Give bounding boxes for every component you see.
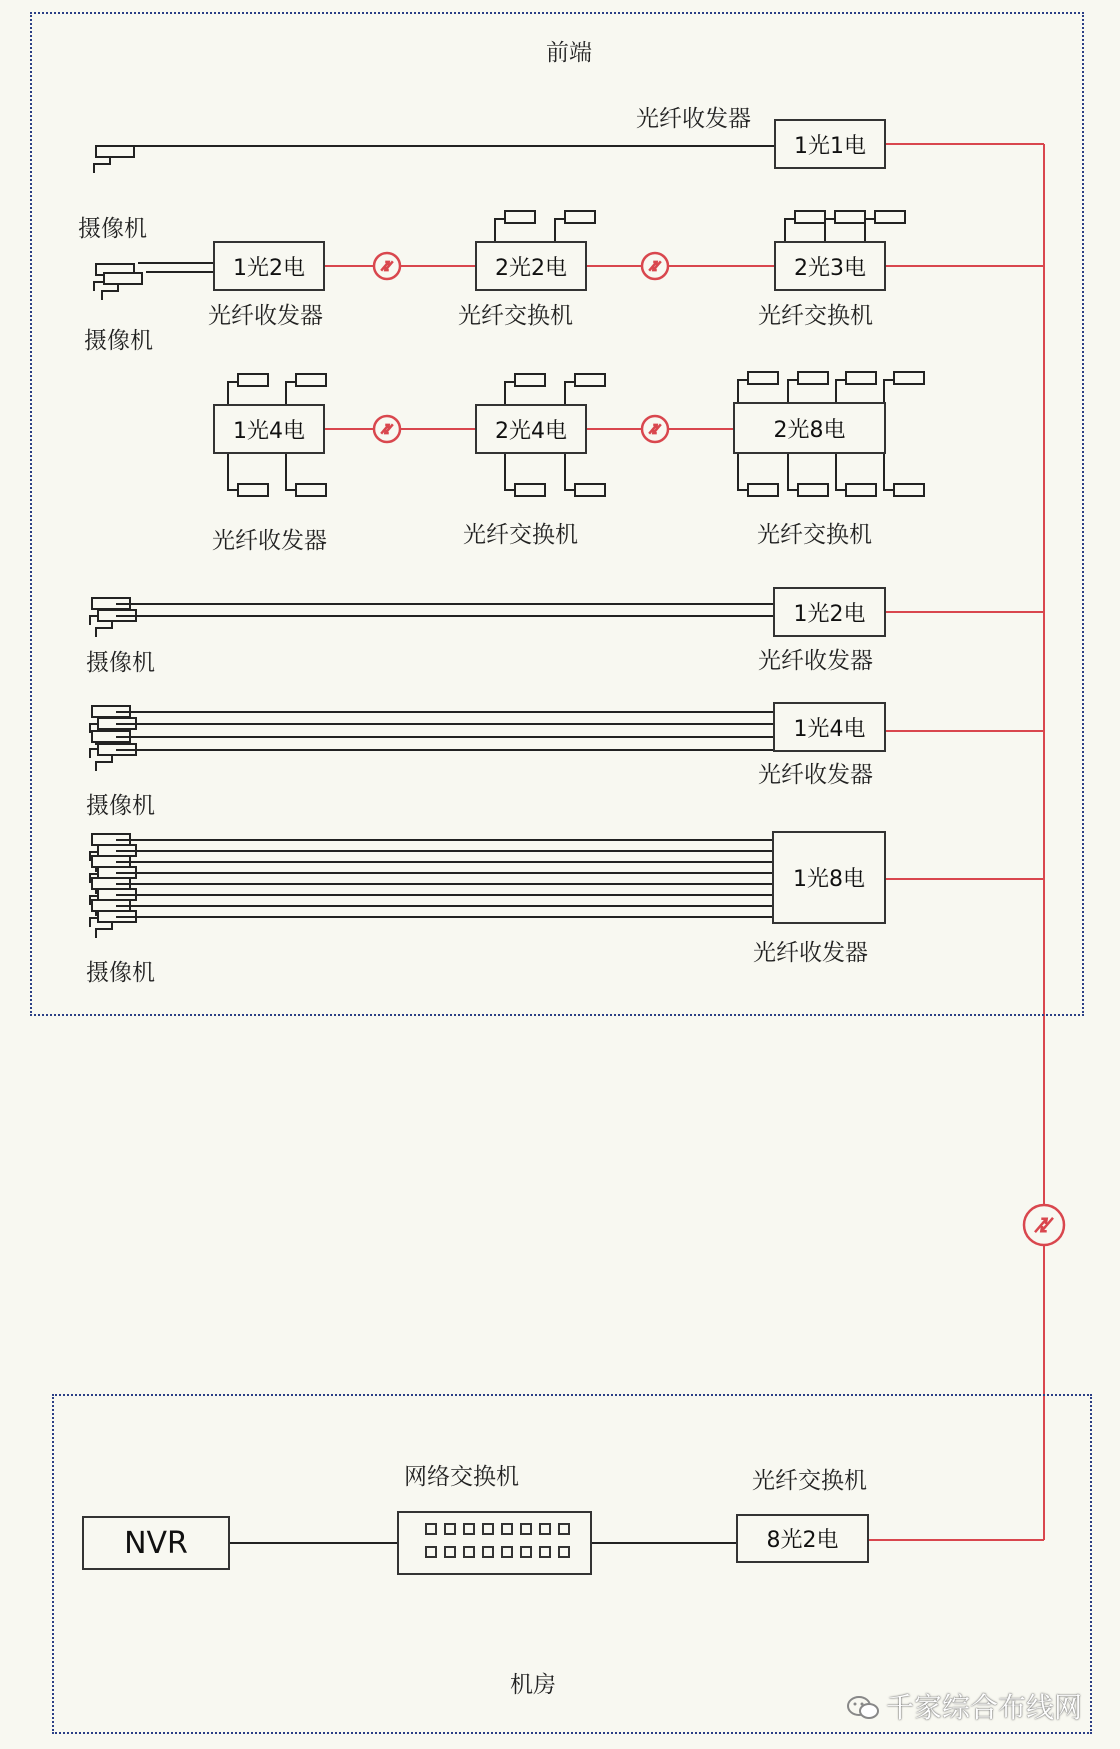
room-fiber-switch-8g2e: 8光2电	[736, 1514, 869, 1563]
switch-port	[558, 1546, 570, 1558]
transceiver-1g4e-r5: 1光4电	[773, 702, 886, 752]
transceiver-1g4e-r3: 1光4电	[213, 404, 325, 454]
transceiver-1g8e-r6: 1光8电	[772, 831, 886, 924]
fiber-switch-label-r3a: 光纤交换机	[463, 522, 578, 548]
machine-room-label: 机房	[510, 1672, 556, 1698]
camera-label-5: 摄像机	[86, 793, 155, 819]
switch-port	[482, 1546, 494, 1558]
transceiver-label-r5: 光纤收发器	[758, 762, 873, 788]
source-watermark: 千家综合布线网	[886, 1691, 1083, 1724]
switch-port	[501, 1523, 513, 1535]
wechat-icon	[846, 1694, 880, 1722]
switch-port	[425, 1523, 437, 1535]
fiber-switch-label-r3b: 光纤交换机	[757, 522, 872, 548]
fiber-switch-2g2e-r2: 2光2电	[475, 241, 587, 291]
switch-port	[425, 1546, 437, 1558]
switch-port	[558, 1523, 570, 1535]
nvr-box: NVR	[82, 1516, 230, 1570]
camera-label-4: 摄像机	[86, 650, 155, 676]
transceiver-1g2e-r4: 1光2电	[773, 587, 886, 637]
transceiver-label-r2: 光纤收发器	[208, 303, 323, 329]
network-switch-label: 网络交换机	[404, 1464, 519, 1490]
switch-port	[463, 1546, 475, 1558]
fiber-switch-2g3e-r2: 2光3电	[774, 241, 886, 291]
switch-port	[482, 1523, 494, 1535]
transceiver-label-r3: 光纤收发器	[212, 528, 327, 554]
camera-label-2: 摄像机	[84, 328, 153, 354]
network-switch	[397, 1511, 592, 1575]
switch-port	[520, 1523, 532, 1535]
switch-port	[444, 1546, 456, 1558]
transceiver-label-r6: 光纤收发器	[753, 940, 868, 966]
transceiver-1g2e-r2: 1光2电	[213, 241, 325, 291]
transceiver-label-r1: 光纤收发器	[636, 106, 751, 132]
camera-label-1: 摄像机	[78, 216, 147, 242]
room-fiber-switch-label: 光纤交换机	[752, 1468, 867, 1494]
switch-port	[444, 1523, 456, 1535]
camera-label-6: 摄像机	[86, 960, 155, 986]
front-end-zone	[30, 12, 1084, 1016]
front-end-label: 前端	[546, 40, 592, 66]
fiber-switch-2g8e-r3: 2光8电	[733, 402, 886, 454]
transceiver-1g1e-r1: 1光1电	[774, 119, 886, 169]
media-converter-icon	[1024, 1205, 1064, 1245]
switch-port	[501, 1546, 513, 1558]
fiber-switch-label-r2a: 光纤交换机	[458, 303, 573, 329]
switch-port	[539, 1546, 551, 1558]
fiber-switch-2g4e-r3: 2光4电	[475, 404, 587, 454]
transceiver-label-r4: 光纤收发器	[758, 648, 873, 674]
switch-port	[539, 1523, 551, 1535]
switch-port	[520, 1546, 532, 1558]
fiber-switch-label-r2b: 光纤交换机	[758, 303, 873, 329]
switch-port	[463, 1523, 475, 1535]
